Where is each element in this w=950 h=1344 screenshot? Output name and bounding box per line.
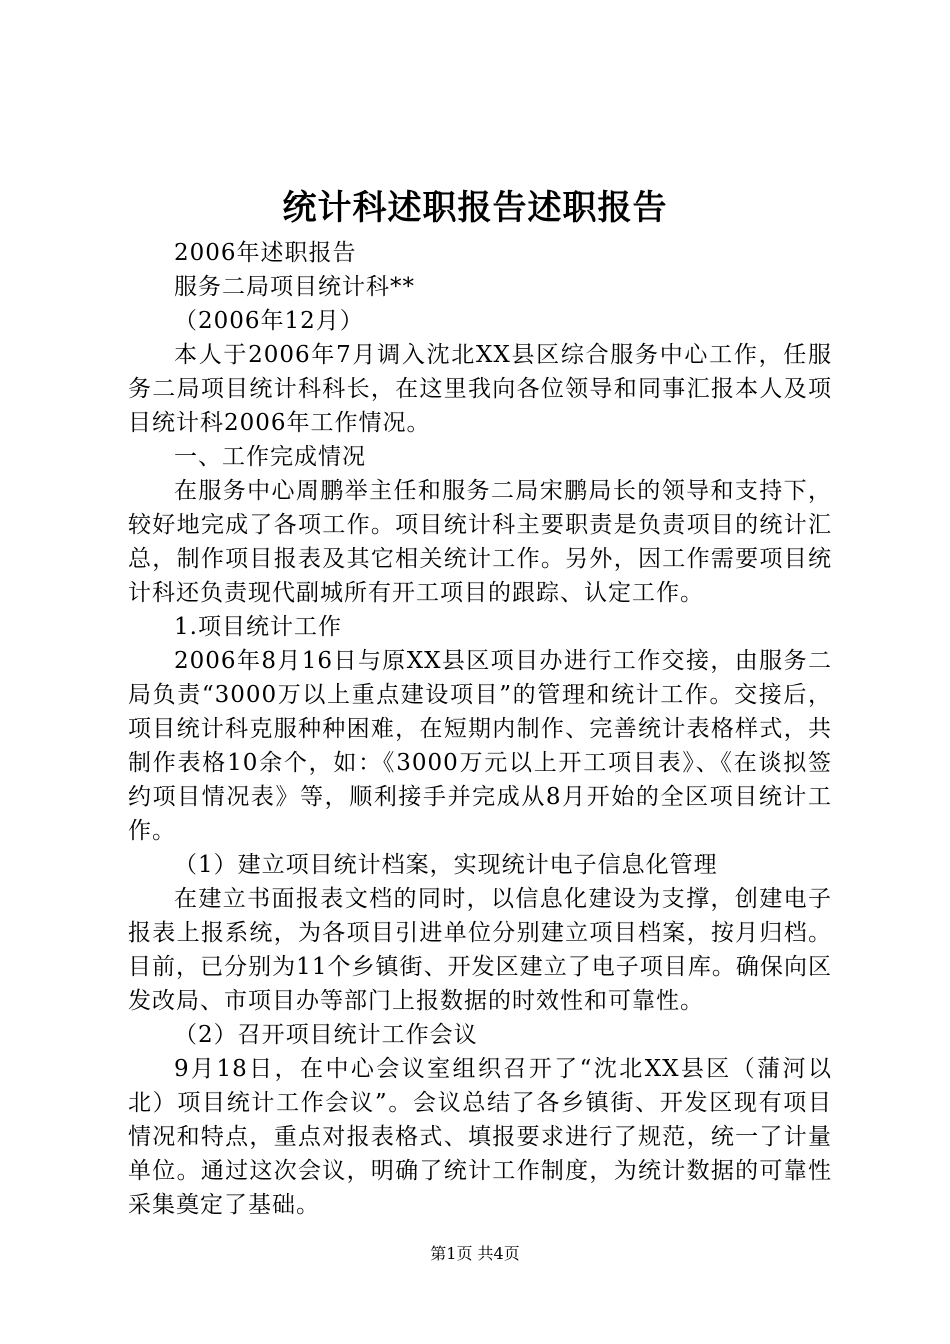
paragraph-date: （2006年12月） [174, 308, 364, 334]
paragraph-report-heading: 2006年述职报告 [174, 240, 357, 266]
paragraph-project-statistics: 2006年8月16日与原XX县区项目办进行工作交接，由服务二局负责“3000万以上重点建设项目”的管理和统计工作。交接后，项目统计科克服种种困难，在短期内制作、完善统计表格样式，共制作表格10余个，如：《3000万元以上开工项目表》、《在谈拟签约项目情况表》等，顺利接手并完成从8月开始的全区项目统计工作。 [128, 648, 832, 844]
item-heading-archives: （1）建立项目统计档案，实现统计电子信息化管理 [174, 852, 718, 878]
paragraph-department: 服务二局项目统计科** [174, 274, 415, 300]
paragraph-archives: 在建立书面报表文档的同时，以信息化建设为支撑，创建电子报表上报系统，为各项目引进单位分别建立项目档案，按月归档。目前，已分别为11个乡镇街、开发区建立了电子项目库。确保向区发改局、市项目办等部门上报数据的时效性和可靠性。 [128, 886, 832, 1014]
paragraph-intro: 本人于2006年7月调入沈北XX县区综合服务中心工作，任服务二局项目统计科科长，在这里我向各位领导和同事汇报本人及项目统计科2006年工作情况。 [128, 342, 832, 436]
section-heading-work-completion: 一、工作完成情况 [174, 444, 366, 470]
subsection-heading-project-statistics: 1.项目统计工作 [174, 614, 342, 640]
document-title: 统计科述职报告述职报告 [282, 188, 668, 228]
page-footer: 第1页 共4页 [430, 1244, 520, 1263]
paragraph-meeting: 9月18日，在中心会议室组织召开了“沈北XX县区（蒲河以北）项目统计工作会议”。会议总结了各乡镇街、开发区现有项目情况和特点，重点对报表格式、填报要求进行了规范，统一了计量单位。通过这次会议，明确了统计工作制度，为统计数据的可靠性采集奠定了基础。 [128, 1056, 832, 1218]
item-heading-meeting: （2）召开项目统计工作会议 [174, 1022, 478, 1048]
document-body [128, 236, 832, 1222]
paragraph-work-completion: 在服务中心周鹏举主任和服务二局宋鹏局长的领导和支持下，较好地完成了各项工作。项目统计科主要职责是负责项目的统计汇总，制作项目报表及其它相关统计工作。另外，因工作需要项目统计科还负责现代副城所有开工项目的跟踪、认定工作。 [128, 478, 832, 606]
